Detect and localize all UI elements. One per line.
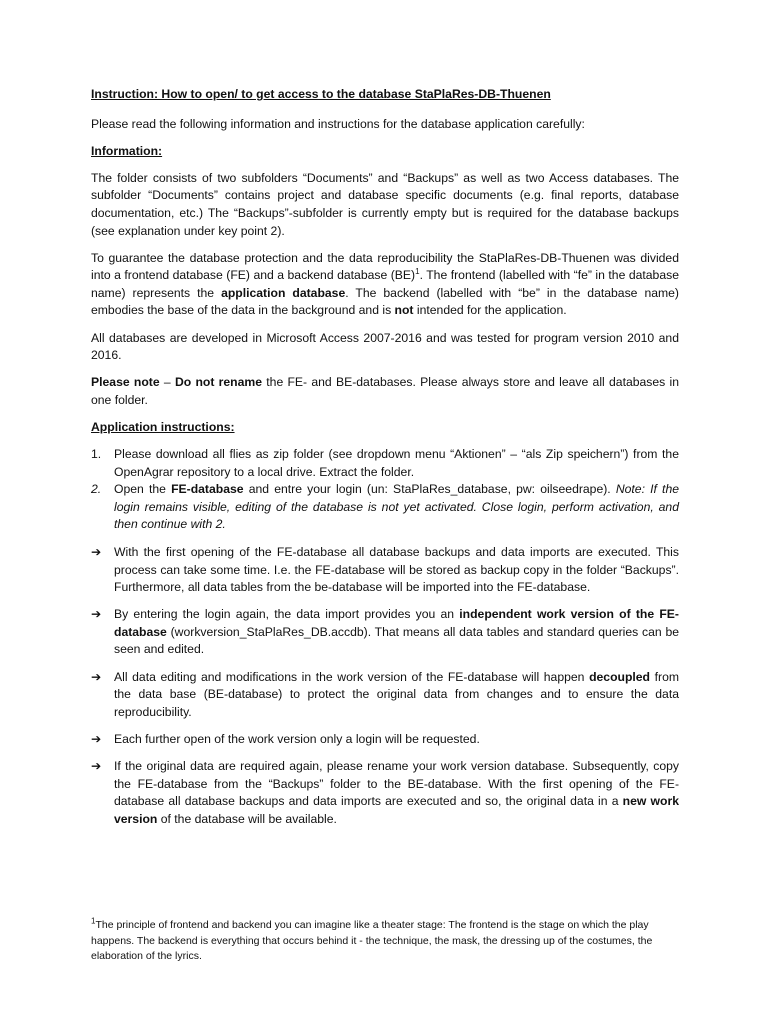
arrow-right-icon: ➔ [91,544,102,559]
step-number [91,481,101,499]
text-run: (workversion_StaPlaRes_DB.accdb). That means all data tables and standard queries can be seen and edited. [114,624,679,657]
list-item [91,731,679,749]
footnote-number: 1 [91,916,96,926]
text-run: . The backend (labelled with “be” in the database name) embodies the base of the data in the background and is [91,285,679,318]
text-run: – [159,375,175,390]
text-run: Please download all flies as zip folder (see dropdown menu “Aktionen” – “als Zip speichern”) from the OpenAgrar repository to a local drive. Extract the folder. [114,447,679,479]
list-item [91,446,679,481]
text-run: If the original data are required again, please rename your work version database. Subsequently, copy the FE-database from the “Backups” folder to the BE-database. With the first opening of the FE-database all database backups and data imports are executed and so, the original data in a [114,758,679,809]
document-body [91,86,679,838]
text-run: of the database will be available. [157,811,337,826]
text-run: the FE- and BE-databases. Please always store and leave all databases in one folder. [91,375,679,407]
information-heading: Information: [91,143,163,158]
application-heading: Application instructions: [91,419,235,434]
text-run: from the data base (BE-database) to protect the original data from changes and to ensure the data reproducibility. [114,669,679,719]
folder-paragraph: The folder consists of two subfolders “Documents” and “Backups” as well as two Access databases. The subfolder “Documents” contains project and database specific documents (e.g. final reports, database documentation, etc.) The “Backups”-subfolder is currently empty but is required for the database backups (see explanation under key point 2). [91,170,679,238]
arrow-right-icon: ➔ [91,669,102,684]
text-run: By entering the login again, the data import provides you an [114,607,460,622]
footnote-text: The principle of frontend and backend you can imagine like a theater stage: The frontend is the stage on which the play happens. The backend is everything that occurs behind it - the technique, the mask, the dressing up of the costumes, the elaboration of the lyrics. [91,919,653,962]
bold-text: FE-database [171,482,244,497]
bold-text: new work version [114,794,679,826]
italic-text: Note: If the login remains visible, editing of the database is not yet activated. Close login, perform activation, and then continue with 2. [114,482,679,532]
italic-text: 2. [91,482,102,497]
list-item [91,481,679,534]
text-run: intended for the application. [413,303,567,318]
bold-text: independent work version of the FE-database [114,607,679,639]
versions-paragraph: All databases are developed in Microsoft Access 2007-2016 and was tested for program version 2010 and 2016. [91,330,679,363]
text-run: Open the [114,482,172,497]
text-run: . The frontend (labelled with “fe” in the database name) represents the [91,268,679,300]
bold-text: not [394,303,414,318]
list-item [91,758,679,828]
note-paragraph [91,374,679,409]
arrow-right-icon: ➔ [91,758,102,773]
protection-paragraph [91,250,679,320]
document-title: Instruction: How to open/ to get access to the database StaPlaRes-DB-Thuenen [91,87,551,101]
text-run: Each further open of the work version only a login will be requested. [114,731,480,746]
text-run: To guarantee the database protection and the data reproducibility the StaPlaRes-DB-Thuenen was divided into a frontend database (FE) and a backend database (BE) [91,250,679,283]
list-item [91,606,679,659]
footnote-ref: 1 [415,267,420,277]
bold-text: Please note [91,375,160,390]
bold-text: Do not rename [174,375,263,390]
list-item [91,544,679,597]
text-run: and entre your login (un: StaPlaRes_database, pw: oilseedrape). [243,482,616,497]
step-number: 1. [91,447,102,461]
bold-text: application database [221,285,346,300]
footnote [91,918,679,965]
instruction-steps [91,446,679,534]
text-run: With the first opening of the FE-database all database backups and data imports are executed. This process can take some time. I.e. the FE-database will be stored as backup copy in the folder “Backups”. Furthermore, all data tables from the be-database will be imported into the FE-database. [114,544,679,595]
list-item [91,669,679,722]
text-run: All data editing and modifications in the work version of the FE-database will happen [114,669,590,684]
arrow-right-icon: ➔ [91,731,102,746]
arrow-right-icon: ➔ [91,607,102,622]
bold-text: decoupled [589,669,651,684]
intro-paragraph: Please read the following information and instructions for the database application carefully: [91,116,585,131]
